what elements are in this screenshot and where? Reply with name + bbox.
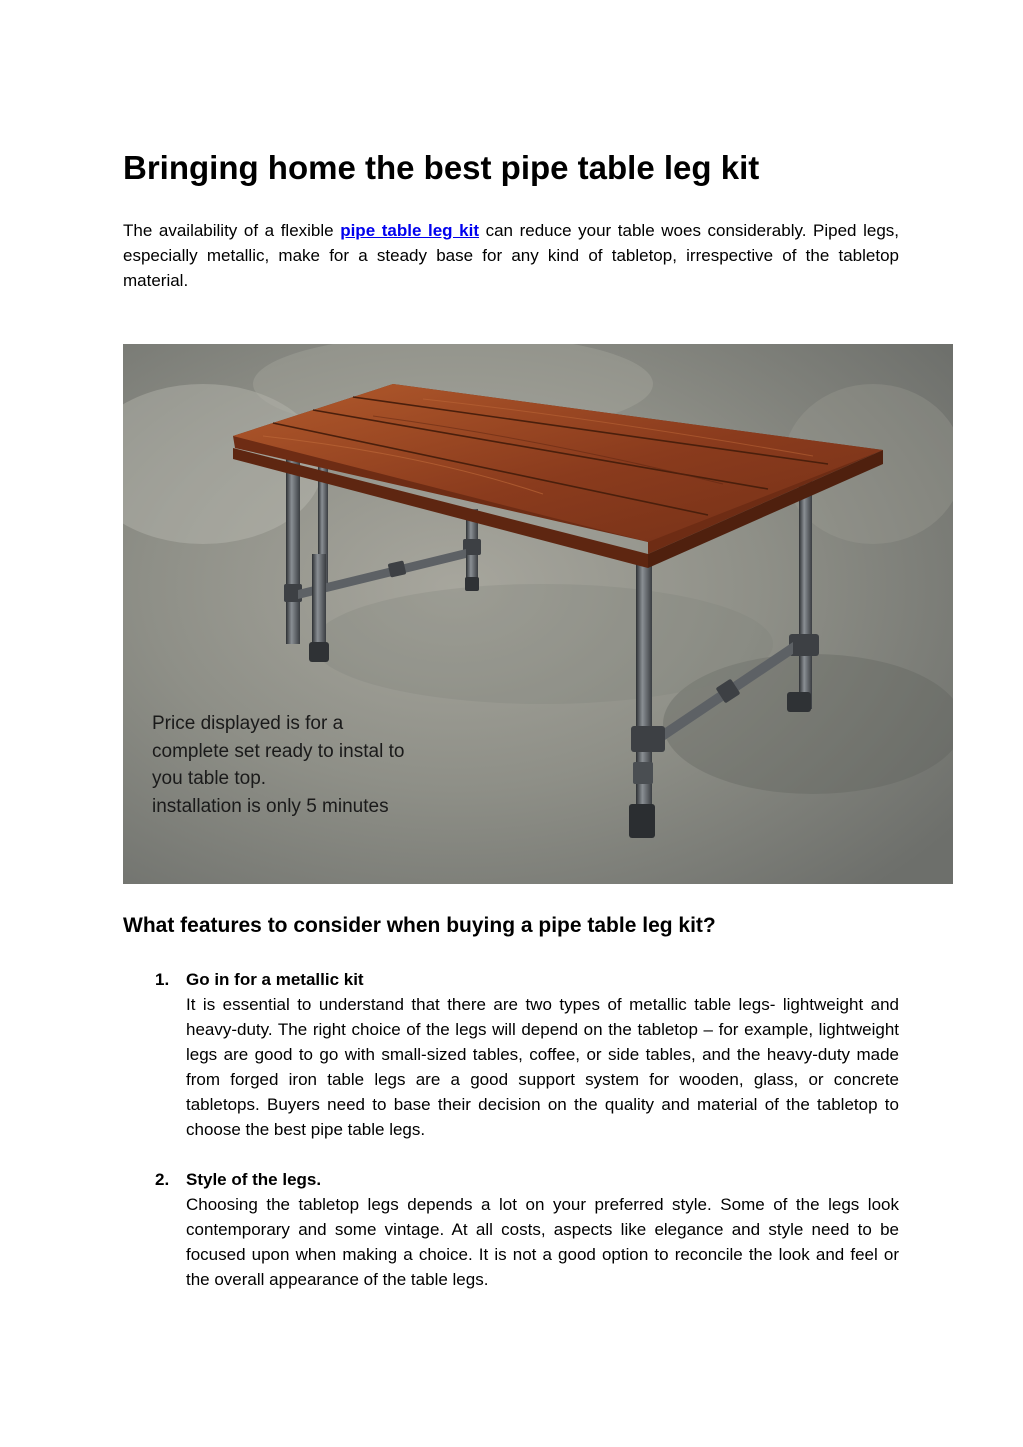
pipe-table-leg-kit-link[interactable]: pipe table leg kit xyxy=(340,221,479,240)
feature-title: Go in for a metallic kit xyxy=(186,970,364,989)
image-caption xyxy=(152,710,404,820)
feature-list xyxy=(123,967,899,1292)
caption-line: complete set ready to instal to xyxy=(152,740,405,762)
feature-title: Style of the legs. xyxy=(186,1170,322,1189)
intro-paragraph xyxy=(123,218,899,293)
caption-line: you table top. xyxy=(152,768,267,789)
feature-text: Choosing the tabletop legs depends a lot on your preferred style. Some of the legs look contemporary and some vintage. At all costs, aspects like elegance and style need to be focused upon when making a choice. It is not a good option to reconcile the look and feel or the overall appearance of the table legs. xyxy=(186,1195,899,1289)
feature-item xyxy=(123,967,899,1142)
page-title: Bringing home the best pipe table leg kit xyxy=(123,149,760,186)
feature-item xyxy=(123,1167,899,1292)
caption-line: Price displayed is for a xyxy=(152,713,344,734)
floor-stain xyxy=(313,584,773,704)
caption-line: installation is only 5 minutes xyxy=(152,795,389,817)
intro-text-end: can reduce your table woes considerably. Piped legs, especially metallic, make for a steady base for any kind of tabletop, irrespective of the tabletop material. xyxy=(123,221,899,290)
feature-number: 1. xyxy=(155,970,170,989)
feature-number: 2. xyxy=(155,1170,170,1189)
feature-text: It is essential to understand that there are two types of metallic table legs- lightweight and heavy-duty. The right choice of the legs will depend on the tabletop – for example, lightweight legs are good to go with small-sized tables, coffee, or side tables, and the heavy-duty made from forged iron table legs are a good support system for wooden, glass, or concrete tabletops. Buyers need to base their decision on the quality and material of the tabletop to choose the best pipe table legs. xyxy=(186,995,899,1139)
pipe-table-photo xyxy=(123,344,953,884)
intro-text-start: The availability of a flexible xyxy=(123,221,341,240)
section-heading: What features to consider when buying a pipe table leg kit? xyxy=(123,914,716,937)
